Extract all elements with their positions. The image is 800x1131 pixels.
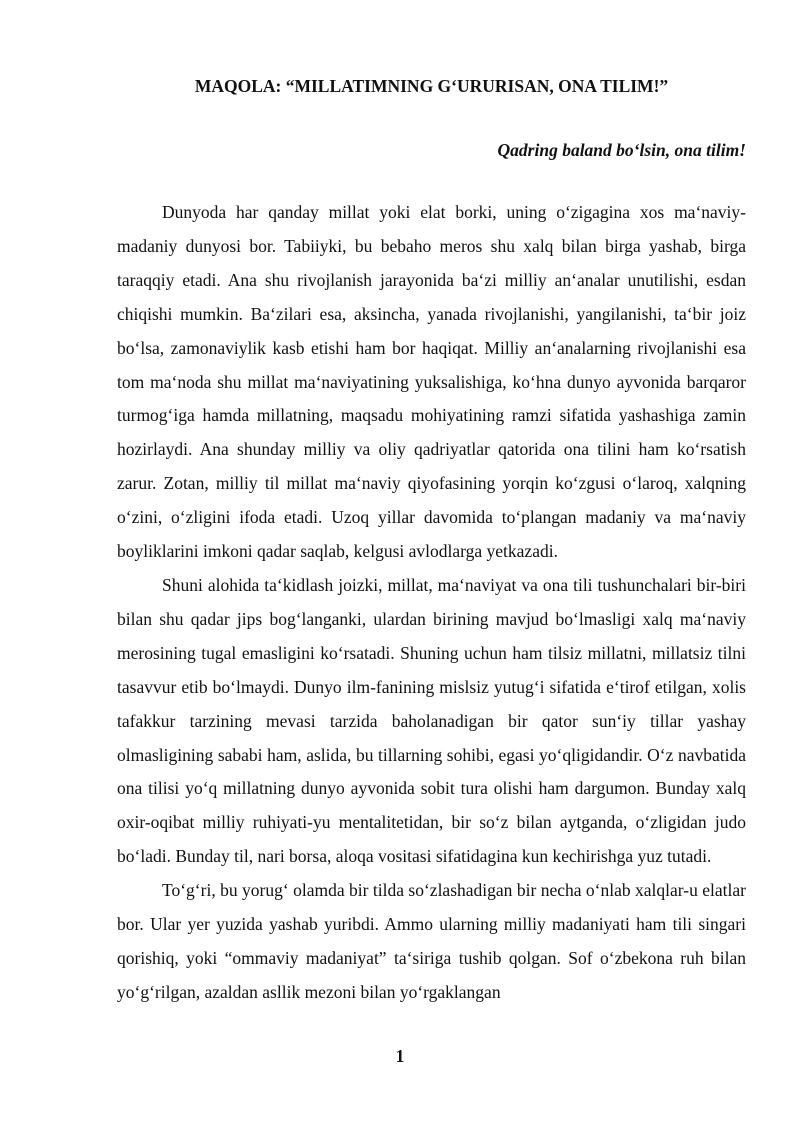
- paragraph-3: To‘g‘ri, bu yorug‘ olamda bir tilda so‘zlashadigan bir necha o‘nlab xalqlar-u elatlar bor. Ular yer yuzida yashab yuribdi. Ammo ularning milliy madaniyati ham tili singari qorishiq, yoki “ommaviy madaniyat” ta‘siriga tushib qolgan. Sof o‘zbekona ruh bilan yo‘g‘rilgan, azaldan asllik mezoni bilan yo‘rgaklangan: [117, 880, 746, 1002]
- paragraph-1: Dunyoda har qanday millat yoki elat borki, uning o‘zigagina xos ma‘naviy-madaniy dunyosi bor. Tabiiyki, bu bebaho meros shu xalq bilan birga yashab, birga taraqqiy etadi. Ana shu rivojlanish jarayonida ba‘zi milliy an‘analar unutilishi, esdan chiqishi mumkin. Ba‘zilari esa, aksincha, yanada rivojlanishi, yangilanishi, ta‘bir joiz bo‘lsa, zamonaviylik kasb etishi ham bor haqiqat. Milliy an‘analarning rivojlanishi esa tom ma‘noda shu millat ma‘naviyatining yuksalishiga, ko‘hna dunyo ayvonida barqaror turmog‘iga hamda millatning, maqsadu mohiyatining ramzi sifatida yashashiga zamin hozirlaydi. Ana shunday milliy va oliy qadriyatlar qatorida ona tilini ham ko‘rsatish zarur. Zotan, milliy til millat ma‘naviy qiyofasining yorqin ko‘zgusi o‘laroq, xalqning o‘zini, o‘zligini ifoda etadi. Uzoq yillar davomida to‘plangan madaniy va ma‘naviy boyliklarini imkoni qadar saqlab, kelgusi avlodlarga yetkazadi.: [117, 202, 746, 562]
- paragraph-2: Shuni alohida ta‘kidlash joizki, millat, ma‘naviyat va ona tili tushunchalari bir-biri bilan shu qadar jips bog‘langanki, ulardan birining mavjud bo‘lmasligi xalq ma‘naviy merosining tugal emasligini ko‘rsatadi. Shuning uchun ham tilsiz millatni, millatsiz tilni tasavvur etib bo‘lmaydi. Dunyo ilm-fanining mislsiz yutug‘i sifatida e‘tirof etilgan, xolis tafakkur tarzining mevasi tarzida baholanadigan bir qator sun‘iy tillar yashay olmasligining sababi ham, aslida, bu tillarning sohibi, egasi yo‘qligidandir. O‘z navbatida ona tilisi yo‘q millatning dunyo ayvonida sobit tura olishi ham dargumon. Bunday xalq oxir-oqibat milliy ruhiyati-yu mentalitetidan, bir so‘z bilan aytganda, o‘zligidan judo bo‘ladi. Bunday til, nari borsa, aloqa vositasi sifatidagina kun kechirishga yuz tutadi.: [117, 574, 746, 867]
- article-title: MAQOLA: “MILLATIMNING G‘URURISAN, ONA TILIM!”: [194, 76, 669, 96]
- epigraph: Qadring baland bo‘lsin, ona tilim!: [497, 140, 746, 160]
- article-body: [117, 196, 746, 1010]
- page-number: 1: [395, 1046, 405, 1066]
